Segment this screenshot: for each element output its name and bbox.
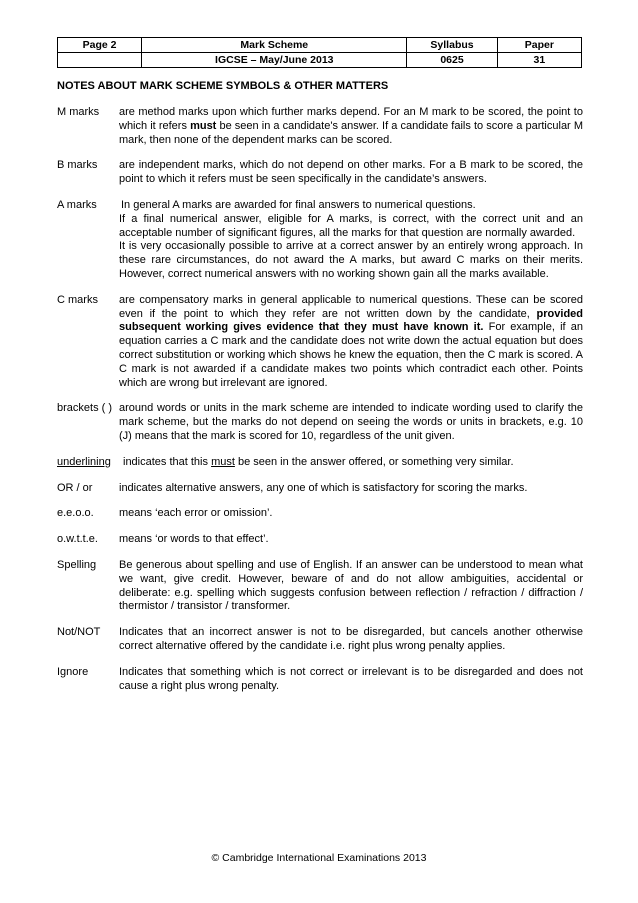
paper-label: Paper [497, 38, 581, 53]
note-paragraph: It is very occasionally possible to arrive at a correct answer by an entirely wrong approach. In these rare circumstances, do not award the A marks, but award C marks on their merits. However, correct numerical answers with no working shown gain all the marks available. [119, 240, 583, 280]
notes-list [57, 106, 583, 705]
note-term: e.e.o.o. [57, 507, 94, 520]
header-row [58, 38, 582, 53]
header-row [58, 53, 582, 68]
note-entry-owtte [57, 533, 583, 547]
note-description: are method marks upon which further marks depend. For an M mark to be scored, the point to which it refers must be seen in a candidate's answer. If a candidate fails to score a particular M mark, then none of the dependent marks can be scored. [119, 106, 583, 146]
note-entry-m-marks [57, 106, 583, 147]
paper-number: 31 [497, 53, 581, 68]
exam-session: IGCSE – May/June 2013 [142, 53, 407, 68]
note-term: Spelling [57, 558, 97, 571]
copyright-footer: © Cambridge International Examinations 2013 [211, 852, 427, 864]
note-paragraph: If a final numerical answer, eligible for A marks, is correct, with the correct unit and an acceptable number of significant figures, all the marks for that question are normally awarded. [119, 212, 583, 239]
syllabus-label: Syllabus [407, 38, 497, 53]
note-entry-brackets [57, 402, 583, 443]
note-term: Not/NOT [57, 626, 101, 639]
syllabus-code: 0625 [407, 53, 497, 68]
note-term: Ignore [57, 665, 89, 678]
note-paragraph: In general A marks are awarded for final answers to numerical questions. [121, 198, 476, 211]
header-table [57, 37, 582, 68]
note-entry-underlining [57, 456, 583, 470]
note-description: indicates that this must be seen in the answer offered, or something very similar. [123, 455, 514, 468]
note-term: A marks [57, 198, 97, 211]
note-entry-not [57, 626, 583, 654]
note-description: Indicates that an incorrect answer is not to be disregarded, but cancels another otherwise correct alternative offered by the candidate i.e. right plus wrong penalty applies. [119, 626, 583, 652]
empty-cell [58, 53, 142, 68]
note-description: indicates alternative answers, any one of which is satisfactory for scoring the marks. [119, 481, 528, 494]
note-description: means ‘or words to that effect’. [119, 533, 269, 546]
note-term: C marks [57, 293, 98, 306]
emphasis-text: provided subsequent working gives evidence that they must have known it. [119, 307, 583, 334]
underlined-text: must [211, 455, 235, 468]
page-number: Page 2 [58, 38, 142, 53]
note-description: are compensatory marks in general applicable to numerical questions. These can be scored even if the point to which they refer are not written down by the candidate, provided subsequent working gives evidence that they must have known it. For example, if an equation carries a C mark and the candidate does not write down the actual equation but does correct substitution or working which shows he knew the equation, then the C mark is scored. A C mark is not awarded if a candidate makes two points which contradict each other. Points which are wrong but irrelevant are ignored. [119, 293, 584, 389]
note-entry-or [57, 482, 583, 496]
note-term: M marks [57, 106, 100, 118]
note-description: Indicates that something which is not correct or irrelevant is to be disregarded and does not cause a right plus wrong penalty. [119, 665, 583, 692]
note-entry-spelling [57, 559, 583, 614]
note-description: are independent marks, which do not depend on other marks. For a B mark to be scored, the point to which it refers must be seen specifically in the candidate’s answers. [119, 159, 583, 186]
note-description: around words or units in the mark scheme are intended to indicate wording used to clarify the mark scheme, but the marks do not depend on seeing the words or units in brackets, e.g. 10 (J) means that the mark is scored for 10, regardless of the unit given. [119, 402, 583, 442]
emphasis-text: must [190, 119, 217, 132]
note-entry-eeoo [57, 507, 583, 521]
note-description [119, 199, 583, 282]
note-description: Be generous about spelling and use of English. If an answer can be understood to mean what we want, give credit. However, beware of and do not allow ambiguities, accidental or deliberate: e.g. spelling which suggests confusion between reflection / refraction / diffraction / thermistor / transistor / transformer. [119, 558, 583, 613]
note-term: OR / or [57, 481, 93, 494]
note-term: brackets ( ) [57, 402, 113, 415]
note-description: means ‘each error or omission’. [119, 507, 273, 520]
note-entry-c-marks [57, 294, 583, 391]
note-entry-ignore [57, 666, 583, 694]
note-term: underlining [57, 455, 111, 468]
section-heading: NOTES ABOUT MARK SCHEME SYMBOLS & OTHER MATTERS [57, 80, 389, 92]
note-term: o.w.t.t.e. [57, 533, 98, 546]
note-term: B marks [57, 159, 98, 172]
note-entry-a-marks [57, 199, 583, 282]
note-entry-b-marks [57, 159, 583, 187]
document-title: Mark Scheme [142, 38, 407, 53]
